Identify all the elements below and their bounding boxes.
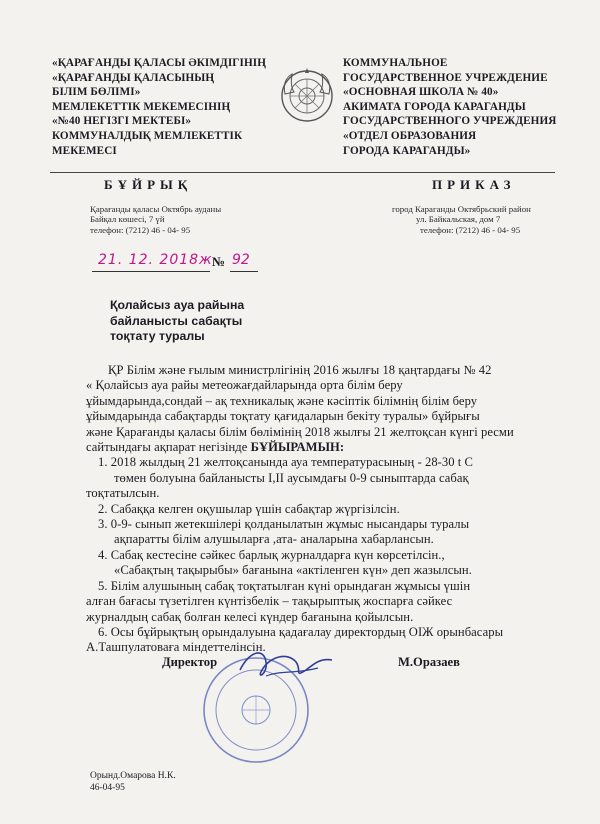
executor-name: Орынд.Омарова Н.К. [90, 771, 176, 781]
date-underline [92, 271, 210, 272]
order-item: алған бағасы түзетілген күнтізбелік – тақырыптық жоспарға сәйкес [86, 594, 453, 609]
header-left-line: МЕМЛЕКЕТТІК МЕКЕМЕСІНІҢ [52, 100, 231, 113]
address-line: телефон: (7212) 46 - 04- 95 [90, 224, 191, 235]
header-left-line: МЕКЕМЕСІ [52, 144, 117, 157]
executor-phone: 46-04-95 [90, 782, 125, 793]
header-left-line: «ҚАРАҒАНДЫ ҚАЛАСЫ ӘКІМДІГІНІҢ [52, 57, 267, 69]
order-item: 3. 0-9- сынып жетекшілері қолданылатын жұмыс нысандары туралы [98, 517, 470, 532]
state-emblem-icon [280, 66, 334, 126]
command-word: БҰЙЫРАМЫН: [250, 440, 345, 455]
director-signature-icon [236, 640, 336, 700]
number-underline [230, 271, 258, 272]
order-item: 2. Сабаққа келген оқушылар үшін сабақтар жүргізілсін. [98, 501, 400, 516]
header-divider [50, 172, 555, 173]
address-russian [392, 204, 531, 235]
order-date: 21. 12. 2018ж [98, 252, 213, 268]
order-item: 4. Сабақ кестесіне сәйкес барлық журналдарға күн көрсетілсін., [98, 547, 445, 562]
title-russian: ПРИКАЗ [432, 177, 516, 192]
address-line: город Караганды Октябрьский район [392, 204, 531, 214]
order-item: 5. Білім алушының сабақ тоқтатылған күні орындаған жұмысы үшін [98, 578, 471, 593]
header-kazakh-org [52, 56, 267, 158]
body-line: ҚР Білім және ғылым министрлігінің 2016 жылғы 18 қаңтардағы № 42 [108, 363, 492, 377]
signature-title: Директор [162, 655, 218, 669]
signature-name: М.Оразаев [398, 655, 460, 669]
header-left-line: «ҚАРАҒАНДЫ ҚАЛАСЫНЫҢ [52, 71, 215, 84]
order-body [86, 363, 566, 656]
order-number: 92 [232, 252, 250, 268]
header-right-line: ГОСУДАРСТВЕННОЕ УЧРЕЖДЕНИЕ [343, 71, 548, 84]
executor-info [90, 771, 176, 794]
body-line: және Қарағанды қаласы білім бөлімінің 2018 жылғы 21 желтоқсан күнгі ресми [86, 424, 514, 439]
body-line [86, 440, 566, 455]
body-line: ұйымдарында сабақтарды тоқтату қағидаларын бекіту туралы» бұйрығы [86, 409, 480, 424]
order-subject [110, 298, 270, 345]
body-line: « Қолайсыз ауа райы метеожағдайларында орта білім беру [86, 378, 403, 393]
address-line: телефон: (7212) 46 - 04- 95 [420, 224, 521, 235]
subject-line: тоқтату туралы [110, 329, 205, 343]
header-right-line: «ОСНОВНАЯ ШКОЛА № 40» [343, 86, 499, 99]
subject-line: байланысты сабақты [110, 313, 243, 328]
body-line: ұйымдарында,сондай – ақ техникалық және кәсіптік білімнің білім беру [86, 393, 478, 408]
order-item: ақпаратты білім алушыларға ,ата- аналарына хабарлансын. [114, 532, 434, 547]
order-item: төмен болуына байланысты I,II аусымдағы 0-9 сыныптарда сабақ [114, 470, 469, 485]
address-kazakh [90, 204, 221, 235]
header-right-line: АКИМАТА ГОРОДА КАРАГАНДЫ [343, 100, 526, 113]
order-date-number [92, 254, 292, 274]
address-line: ул. Байкальская, дом 7 [416, 214, 501, 225]
body-line-text: сайтындағы ақпарат негізінде [86, 440, 248, 455]
order-number-label: № [212, 254, 226, 269]
header-right-line: «ОТДЕЛ ОБРАЗОВАНИЯ [343, 129, 477, 142]
address-line: Қарағанды қаласы Октябрь ауданы [90, 204, 222, 214]
header-right-line: ГОСУДАРСТВЕННОГО УЧРЕЖДЕНИЯ [343, 115, 557, 128]
order-item: 6. Осы бұйрықтың орындалуына қадағалау директордың ОІЖ орынбасары [98, 624, 504, 639]
order-item: тоқтатылсын. [86, 486, 160, 501]
header-left-line: «№40 НЕГІЗГІ МЕКТЕБІ» [52, 115, 192, 128]
address-line: Байқал көшесі, 7 үй [90, 214, 165, 225]
header-right-line: ГОРОДА КАРАГАНДЫ» [343, 144, 471, 157]
header-left-line: БІЛІМ БӨЛІМІ» [52, 86, 141, 99]
title-kazakh: БҰЙРЫҚ [104, 177, 193, 192]
header-left-line: КОММУНАЛДЫҚ МЕМЛЕКЕТТІК [52, 129, 243, 142]
order-item: журналдың сабақ болған келесі күндер бағанына қойылсын. [86, 609, 414, 624]
subject-line: Қолайсыз ауа райына [110, 298, 245, 312]
order-item: «Сабақтың тақырыбы» бағанына «актіленген күн» деп жазылсын. [114, 563, 472, 578]
order-item: 1. 2018 жылдың 21 желтоқсанында ауа температурасының - 28-30 t С [98, 455, 474, 470]
header-russian-org [343, 56, 573, 158]
header-right-line: КОММУНАЛЬНОЕ [343, 57, 448, 69]
order-item: А.Ташпулатоваға міндеттелінсін. [86, 640, 266, 655]
